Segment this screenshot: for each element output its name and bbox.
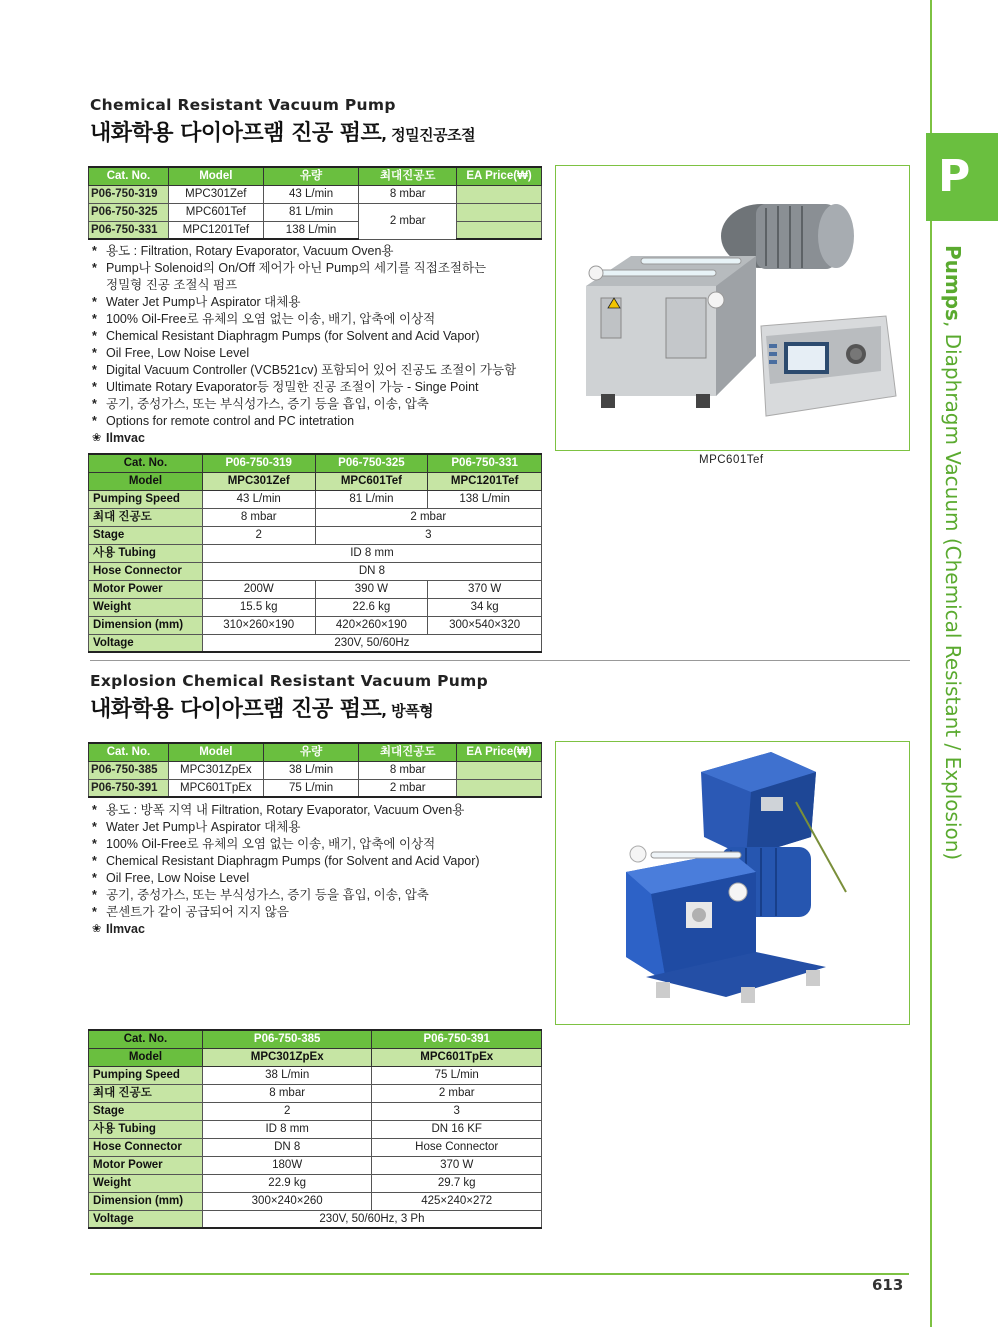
section1-feature-list — [92, 243, 516, 447]
footer-line — [90, 1273, 909, 1275]
list-item: * Chemical Resistant Diaphragm Pumps (for Solvent and Acid Vapor) — [92, 853, 480, 870]
table-row: Pumping Speed 43 L/min 81 L/min 138 L/min — [89, 490, 542, 508]
table-row: Dimension (mm) 300×240×260 425×240×272 — [89, 1192, 542, 1210]
list-item: * 콘센트가 같이 공급되어 지지 않음 — [92, 904, 480, 921]
list-item: 정밀형 진공 조절식 펌프 — [106, 278, 238, 292]
table-row: Pumping Speed 38 L/min 75 L/min — [89, 1066, 542, 1084]
col-header: EA Price(₩) — [457, 167, 542, 185]
table-row: Motor Power 200W 390 W 370 W — [89, 580, 542, 598]
product-image-explosion-pump — [555, 741, 910, 1025]
table-row: 최대 진공도 8 mbar 2 mbar — [89, 508, 542, 526]
list-item: * 100% Oil-Free로 유체의 오염 없는 이송, 배기, 압축에 이상적 — [92, 311, 516, 328]
brand-label: ❀ Ilmvac — [92, 430, 516, 447]
table-row: 최대 진공도 8 mbar 2 mbar — [89, 1084, 542, 1102]
table-row: Stage 2 3 — [89, 1102, 542, 1120]
table-row: Voltage 230V, 50/60Hz, 3 Ph — [89, 1210, 542, 1228]
list-item: * 용도 : 방폭 지역 내 Filtration, Rotary Evaporator, Vacuum Oven용 — [92, 802, 480, 819]
table-row: Voltage 230V, 50/60Hz — [89, 634, 542, 652]
list-item: * 공기, 중성가스, 또는 부식성가스, 증기 등을 흡입, 이송, 압축 — [92, 887, 480, 904]
section2-feature-list — [92, 802, 480, 938]
col-header: EA Price(₩) — [457, 743, 542, 761]
table-row: Hose Connector DN 8 Hose Connector — [89, 1138, 542, 1156]
table-row: 사용 Tubing ID 8 mm DN 16 KF — [89, 1120, 542, 1138]
table-row: P06-750-385 MPC301ZpEx 38 L/min 8 mbar — [89, 761, 542, 779]
table-row: Stage 2 3 — [89, 526, 542, 544]
list-item: * Chemical Resistant Diaphragm Pumps (for Solvent and Acid Vapor) — [92, 328, 516, 345]
table-row: P06-750-325 MPC601Tef 81 L/min 2 mbar — [89, 203, 542, 221]
table-row: P06-750-319 MPC301Zef 43 L/min 8 mbar — [89, 185, 542, 203]
section1-title-en: Chemical Resistant Vacuum Pump — [90, 96, 396, 114]
col-header: Model — [168, 743, 263, 761]
list-item: * Water Jet Pump나 Aspirator 대체용 — [92, 294, 516, 311]
col-header: Cat. No. — [89, 743, 169, 761]
list-item: * Options for remote control and PC intetration — [92, 413, 516, 430]
pump-illustration — [556, 166, 910, 451]
section2-title-en: Explosion Chemical Resistant Vacuum Pump — [90, 672, 488, 690]
section2-price-table — [88, 742, 542, 798]
col-header: 유량 — [263, 167, 359, 185]
list-item: * Oil Free, Low Noise Level — [92, 870, 480, 887]
section1-spec-table: Cat. No. P06-750-319 P06-750-325 P06-750-331 Model MPC301Zef MPC601Tef MPC1201Tef Pumping Speed 43 L/min 81 L/min 138 L/min 최대 진공도 8 mbar 2 mbar Stage 2 3 사용 Tubing ID 8 mm Hose Connector DN 8 Motor Power 200W 390 W 370 W Weight 15.5 kg 22.6 kg 34 kg Dimension (mm) 310×260×190 420×260×190 300×540×320 Voltage 230V, 50/60Hz — [88, 453, 542, 653]
section-divider — [90, 660, 910, 661]
explosion-pump-illustration — [556, 742, 910, 1025]
list-item: * 용도 : Filtration, Rotary Evaporator, Vacuum Oven용 — [92, 243, 516, 260]
list-item: * Water Jet Pump나 Aspirator 대체용 — [92, 819, 480, 836]
col-header: 유량 — [263, 743, 359, 761]
list-item: * Ultimate Rotary Evaporator등 정밀한 진공 조절이 가능 - Singe Point — [92, 379, 516, 396]
list-item: * Oil Free, Low Noise Level — [92, 345, 516, 362]
col-header: 최대진공도 — [359, 167, 457, 185]
table-row: Weight 15.5 kg 22.6 kg 34 kg — [89, 598, 542, 616]
section2-spec-table: Cat. No. P06-750-385 P06-750-391 Model MPC301ZpEx MPC601TpEx Pumping Speed 38 L/min 75 L/min 최대 진공도 8 mbar 2 mbar Stage 2 3 사용 Tubing ID 8 mm DN 16 KF Hose Connector DN 8 Hose Connector Motor Power 180W 370 W Weight 22.9 kg 29.7 kg Dimension (mm) 300×240×260 425×240×272 Voltage 230V, 50/60Hz, 3 Ph — [88, 1029, 542, 1229]
page-number: 613 — [872, 1276, 904, 1294]
list-item: * 100% Oil-Free로 유체의 오염 없는 이송, 배기, 압축에 이상적 — [92, 836, 480, 853]
image-caption: MPC601Tef — [699, 454, 764, 466]
col-header: Model — [168, 167, 263, 185]
table-row: P06-750-331 MPC1201Tef 138 L/min — [89, 221, 542, 239]
section1-title-kr: 내화학용 다이아프램 진공 펌프, 정밀진공조절 — [90, 121, 476, 146]
list-item: * Pump나 Solenoid의 On/Off 제어가 아닌 Pump의 세기를 직접조절하는 — [92, 260, 516, 277]
list-item: * Digital Vacuum Controller (VCB521cv) 포함되어 있어 진공도 조절이 가능함 — [92, 362, 516, 379]
section-letter-tab: P — [926, 133, 998, 221]
table-row: P06-750-391 MPC601TpEx 75 L/min 2 mbar — [89, 779, 542, 797]
table-row: Dimension (mm) 310×260×190 420×260×190 300×540×320 — [89, 616, 542, 634]
table-row: Motor Power 180W 370 W — [89, 1156, 542, 1174]
col-header: Cat. No. — [89, 167, 169, 185]
vertical-section-title: Pumps, Diaphragm Vacuum (Chemical Resistant / Explosion) — [941, 245, 965, 861]
list-item: * 공기, 중성가스, 또는 부식성가스, 증기 등을 흡입, 이송, 압축 — [92, 396, 516, 413]
brand-label: ❀ Ilmvac — [92, 921, 480, 938]
section1-price-table — [88, 166, 542, 240]
product-image-mpc601tef — [555, 165, 910, 451]
col-header: 최대진공도 — [359, 743, 457, 761]
table-row: Weight 22.9 kg 29.7 kg — [89, 1174, 542, 1192]
table-row: 사용 Tubing ID 8 mm — [89, 544, 542, 562]
section2-title-kr: 내화학용 다이아프램 진공 펌프, 방폭형 — [90, 697, 434, 722]
table-row: Hose Connector DN 8 — [89, 562, 542, 580]
